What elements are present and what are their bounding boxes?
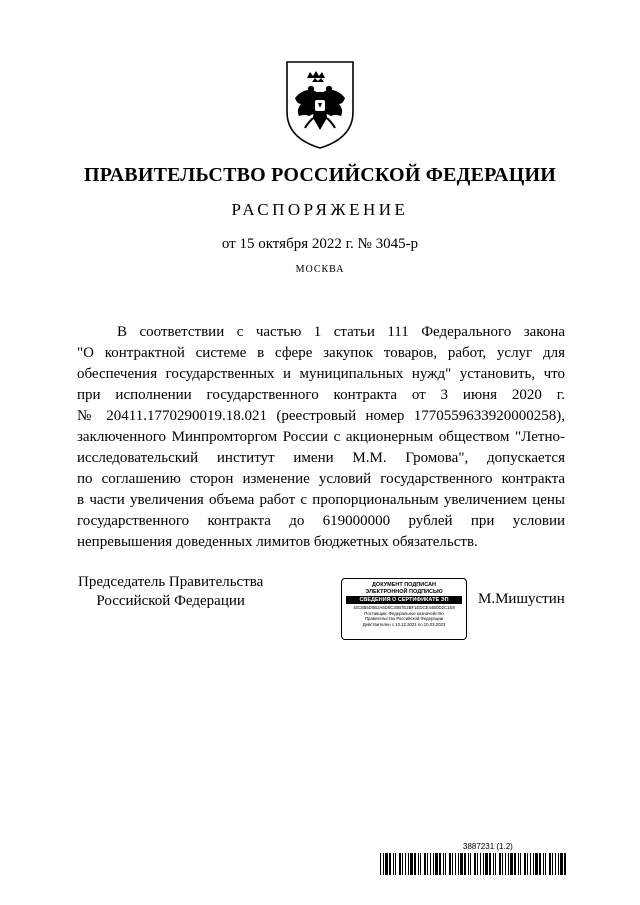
body-line: по соглашению сторон изменение условий государственного контракта: [77, 471, 565, 487]
body-line: В соответствии с частью 1 статьи 111 Федерального закона: [117, 324, 565, 340]
body-line: заключенного Минпромторгом России с акционерным обществом "Летно-: [77, 429, 565, 445]
order-body: [77, 322, 565, 553]
barcode-icon: [380, 853, 566, 875]
stamp-cert-header: СВЕДЕНИЯ О СЕРТИФИКАТЕ ЭП: [346, 596, 462, 604]
document-number: 3887231 (1.2): [463, 842, 513, 851]
body-line: при исполнении государственного контракта от 3 июня 2020 г.: [77, 387, 565, 403]
government-title: ПРАВИТЕЛЬСТВО РОССИЙСКОЙ ФЕДЕРАЦИИ: [84, 164, 556, 186]
signatory-title-line: Председатель Правительства: [78, 574, 264, 590]
body-line: в части увеличения объема работ с пропорциональным увеличением цены: [77, 492, 565, 508]
body-line: государственного контракта до 619000000 рублей при условии: [77, 513, 565, 529]
body-line: "О контрактной системе в сфере закупок товаров, работ, услуг для: [77, 345, 565, 361]
signatory-title: [78, 573, 263, 611]
signatory-name: М.Мишустин: [478, 591, 565, 607]
signatory-title-line: Российской Федерации: [96, 593, 245, 609]
city-label: МОСКВА: [295, 264, 345, 275]
coat-of-arms-icon: [283, 58, 357, 150]
body-line: непревышения доведенных лимитов бюджетных обязательств.: [77, 534, 478, 550]
body-line: № 20411.1770290019.18.021 (реестровый номер 1770559633920000258),: [77, 408, 565, 424]
stamp-line: ЭЛЕКТРОННОЙ ПОДПИСЬЮ: [365, 588, 443, 595]
document-type: РАСПОРЯЖЕНИЕ: [231, 200, 409, 219]
stamp-issuer: Поставщик: Федеральное казначейство: [364, 610, 444, 616]
stamp-owner: Правительство Российской Федерации: [364, 616, 444, 622]
e-signature-stamp: [341, 578, 467, 640]
stamp-serial: 40C8B5D0B2A6D8C30B7E2BF1EDCE44B0D2C1E8: [353, 605, 455, 610]
stamp-validity: Действителен с 10.12.2021 по 10.03.2023: [362, 621, 446, 627]
body-line: обеспечения государственных и муниципальных нужд" установить, что: [77, 366, 565, 382]
body-line: исследовательский институт имени М.М. Громова", допускается: [77, 450, 565, 466]
date-and-number: от 15 октября 2022 г. № 3045-р: [221, 236, 419, 252]
stamp-line: ДОКУМЕНТ ПОДПИСАН: [372, 582, 436, 588]
